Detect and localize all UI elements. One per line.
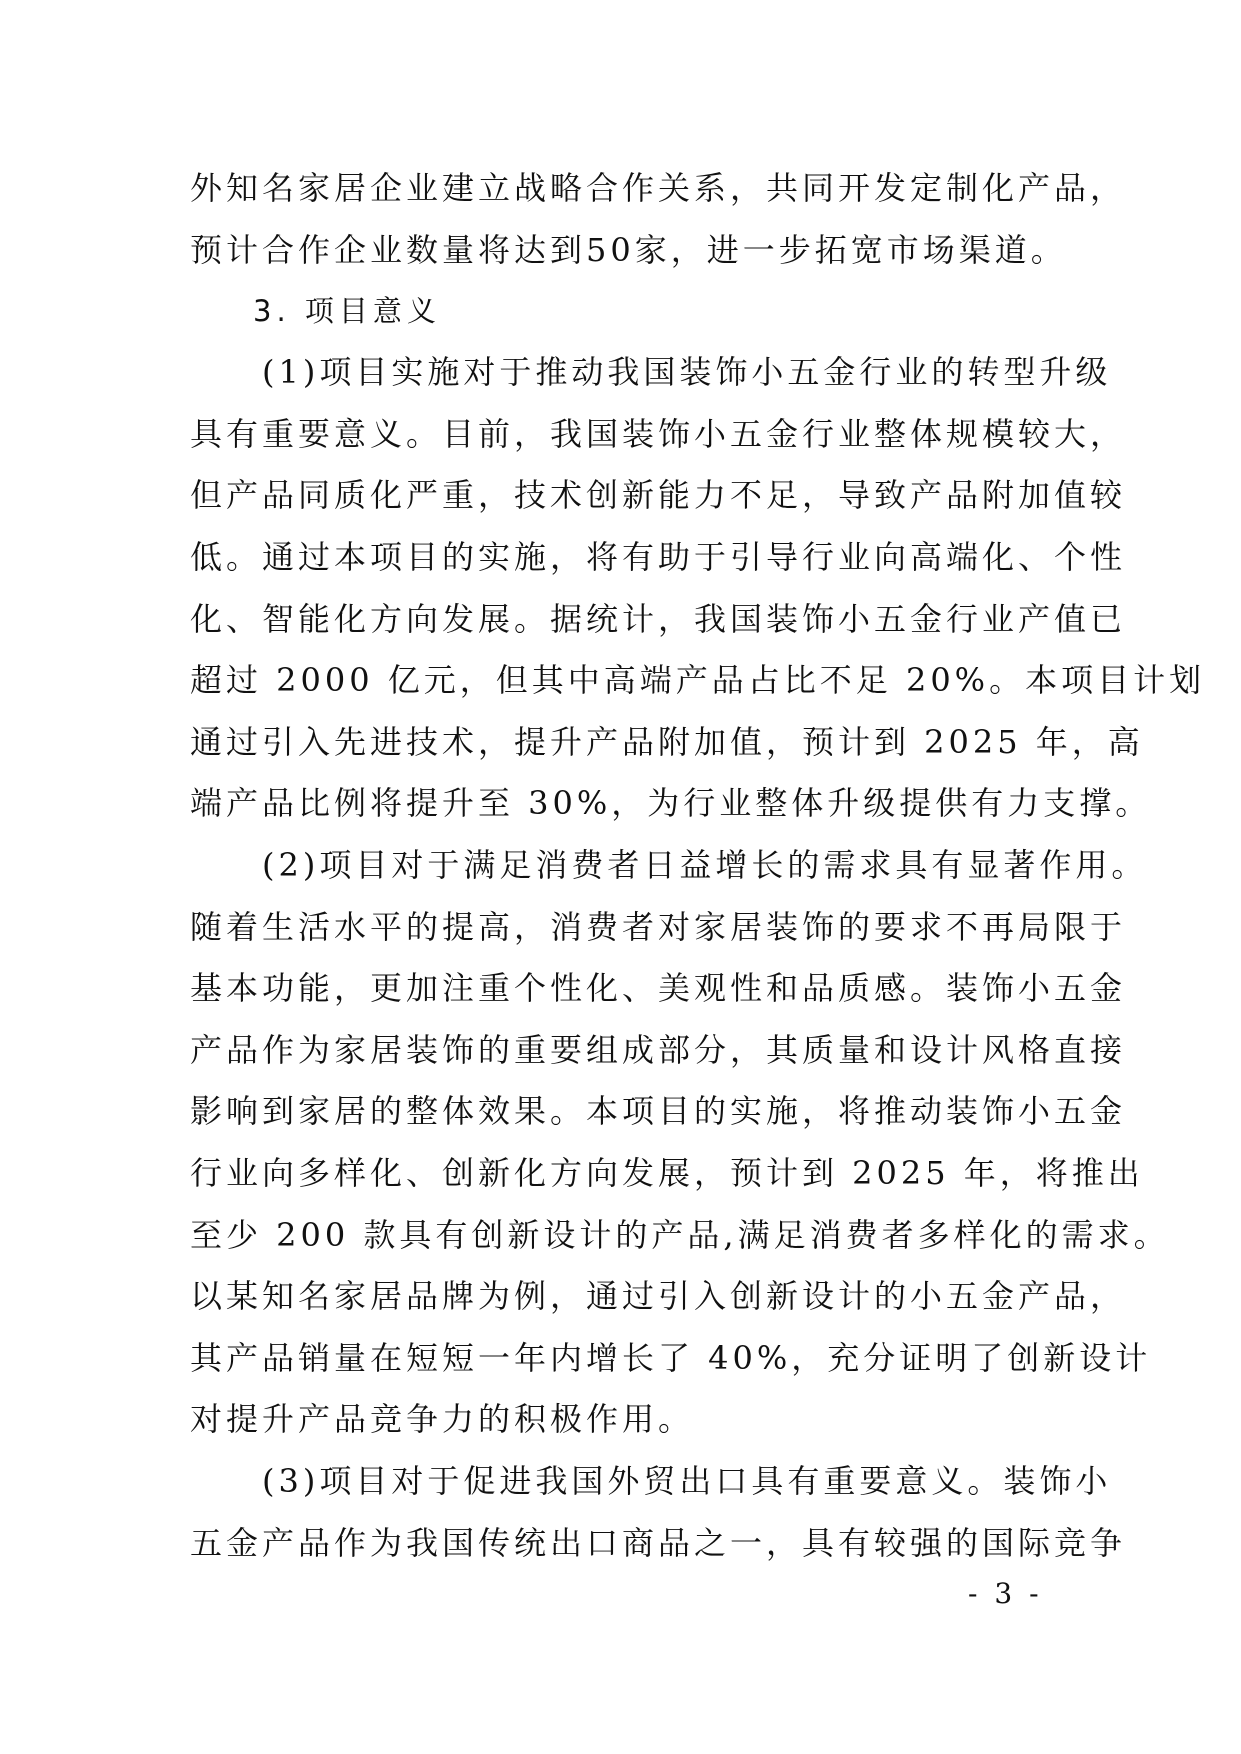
paragraph-first-line: (3)项目对于促进我国外贸出口具有重要意义。装饰小 <box>262 1462 1112 1500</box>
text-line: 通过引入先进技术，提升产品附加值，预计到 2025 年，高 <box>190 723 1144 761</box>
text-line: 外知名家居企业建立战略合作关系，共同开发定制化产品， <box>190 169 1127 207</box>
text-line: 对提升产品竞争力的积极作用。 <box>190 1400 695 1438</box>
text-line: 预计合作企业数量将达到50家，进一步拓宽市场渠道。 <box>190 231 1067 269</box>
text-line: 产品作为家居装饰的重要组成部分，其质量和设计风格直接 <box>190 1031 1127 1069</box>
text-line: 影响到家居的整体效果。本项目的实施，将推动装饰小五金 <box>190 1092 1127 1130</box>
text-line: 但产品同质化严重，技术创新能力不足，导致产品附加值较 <box>190 476 1127 514</box>
page-number: - 3 - <box>968 1577 1043 1610</box>
text-line: 行业向多样化、创新化方向发展，预计到 2025 年，将推出 <box>190 1154 1144 1192</box>
text-line: 至少 200 款具有创新设计的产品,满足消费者多样化的需求。 <box>190 1216 1170 1254</box>
text-line: 超过 2000 亿元，但其中高端产品占比不足 20%。本项目计划 <box>190 661 1206 699</box>
paragraph-first-line: (1)项目实施对于推动我国装饰小五金行业的转型升级 <box>262 353 1112 391</box>
text-line: 低。通过本项目的实施，将有助于引导行业向高端化、个性 <box>190 538 1127 576</box>
text-line: 化、智能化方向发展。据统计，我国装饰小五金行业产值已 <box>190 600 1127 638</box>
text-line: 其产品销量在短短一年内增长了 40%，充分证明了创新设计 <box>190 1339 1152 1377</box>
text-line: 具有重要意义。目前，我国装饰小五金行业整体规模较大， <box>190 415 1127 453</box>
text-line: 以某知名家居品牌为例，通过引入创新设计的小五金产品， <box>190 1277 1127 1315</box>
text-line: 端产品比例将提升至 30%，为行业整体升级提供有力支撑。 <box>190 784 1152 822</box>
text-line: 基本功能，更加注重个性化、美观性和品质感。装饰小五金 <box>190 969 1127 1007</box>
section-heading: 3. 项目意义 <box>253 294 441 328</box>
paragraph-first-line: (2)项目对于满足消费者日益增长的需求具有显著作用。 <box>262 846 1148 884</box>
text-line: 随着生活水平的提高，消费者对家居装饰的要求不再局限于 <box>190 908 1127 946</box>
text-line: 五金产品作为我国传统出口商品之一，具有较强的国际竞争 <box>190 1524 1127 1562</box>
